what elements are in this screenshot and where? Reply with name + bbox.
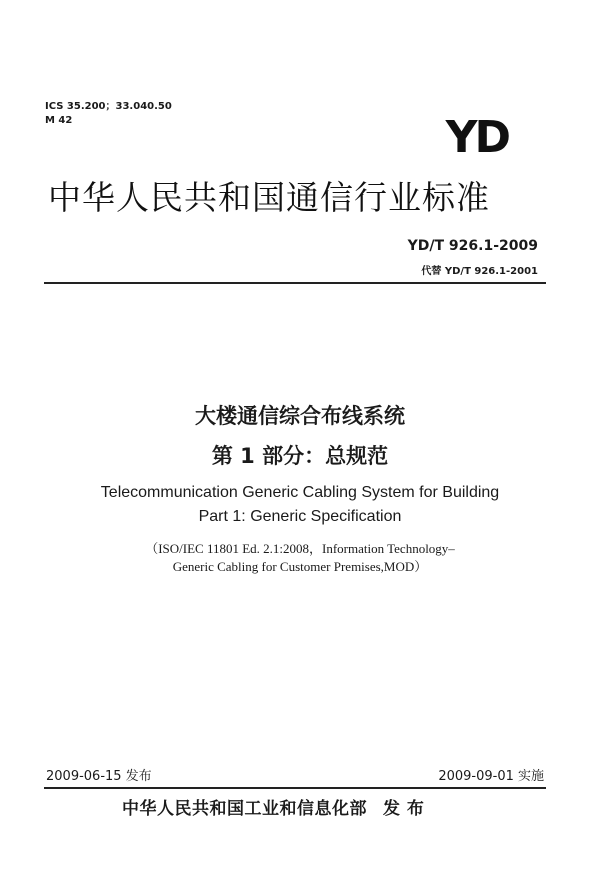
en-title-line2: Part 1: Generic Specification (198, 508, 402, 525)
ics-block (45, 100, 172, 128)
cn-title-line1: 大楼通信综合布线系统 (195, 404, 405, 428)
cn-title-line2: 第 1 部分：总规范 (211, 444, 389, 468)
publish-date: 2009-06-15 发布 (46, 769, 152, 784)
publisher (122, 794, 424, 819)
implement-date: 2009-09-01 实施 (438, 769, 544, 784)
yd-logo: YD (445, 112, 508, 163)
reference-line1: （ISO/IEC 11801 Ed. 2.1:2008，Information Technology– (145, 541, 455, 556)
en-title-line1: Telecommunication Generic Cabling System for Building (100, 484, 500, 501)
m-code: M 42 (45, 115, 73, 126)
standard-code: YD/T 926.1-2009 (407, 238, 538, 254)
bottom-divider (44, 787, 546, 789)
org-title: 中华人民共和国通信行业标准 (48, 178, 490, 217)
issue-label: 发 布 (383, 799, 425, 819)
top-divider (44, 282, 546, 284)
replaces-code: 代替 YD/T 926.1-2001 (421, 266, 538, 277)
publisher-name: 中华人民共和国工业和信息化部 (122, 799, 367, 819)
ics-code: ICS 35.200；33.040.50 (45, 101, 172, 112)
reference-line2: Generic Cabling for Customer Premises,MOD） (172, 559, 428, 574)
